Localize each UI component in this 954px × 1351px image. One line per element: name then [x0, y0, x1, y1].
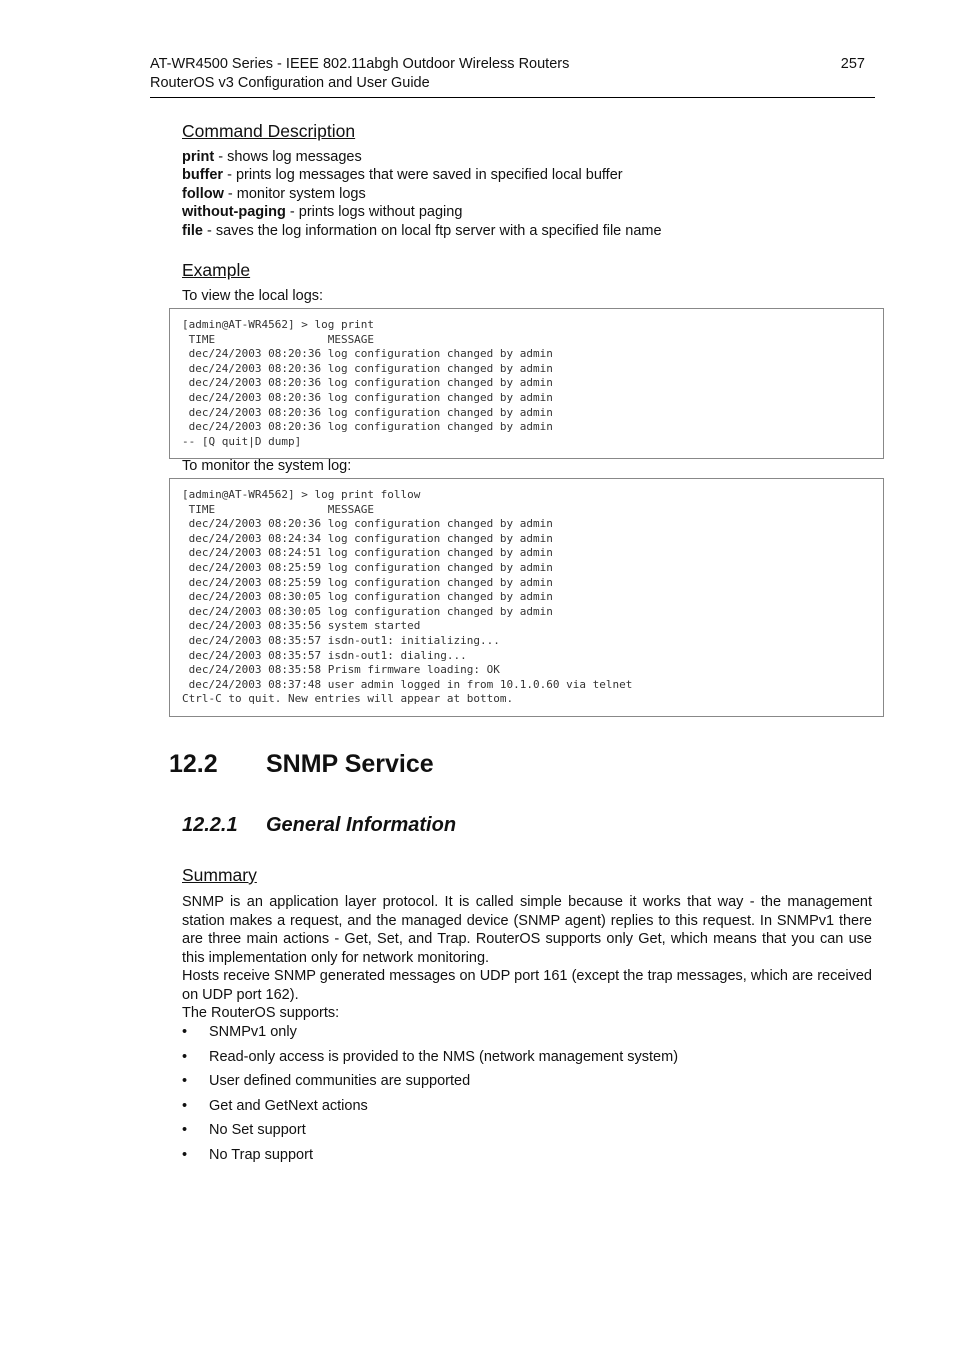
section-heading	[169, 750, 434, 779]
example-intro-local: To view the local logs:	[182, 288, 324, 304]
bullet-icon: •	[182, 1024, 188, 1040]
list-item	[182, 1146, 678, 1171]
command-name: print	[182, 149, 215, 165]
list-item-text: User defined communities are supported	[209, 1073, 471, 1089]
supports-list	[182, 1023, 678, 1170]
command-name: file	[182, 223, 203, 239]
list-item-text: Read-only access is provided to the NMS (network management system)	[209, 1048, 679, 1065]
bullet-icon: •	[182, 1146, 188, 1163]
bullet-icon: •	[182, 1048, 188, 1065]
list-item	[182, 1097, 678, 1122]
list-item-text: No Trap support	[209, 1146, 313, 1163]
bullet-icon: •	[182, 1073, 188, 1089]
command-description-heading: Command Description	[182, 121, 356, 141]
list-item	[182, 1023, 678, 1048]
command-item	[182, 167, 623, 183]
summary-paragraph: The RouterOS supports:	[182, 1005, 340, 1021]
command-item	[182, 149, 362, 165]
command-desc: - monitor system logs	[223, 186, 366, 202]
command-item	[182, 204, 462, 220]
command-desc: - prints log messages that were saved in specified local buffer	[223, 167, 623, 183]
section-title: SNMP Service	[266, 750, 434, 778]
header-title-line2: RouterOS v3 Configuration and User Guide	[150, 75, 430, 91]
list-item	[182, 1072, 678, 1097]
code-block-log-follow: [admin@AT-WR4562] > log print follow TIME MESSAGE dec/24/2003 08:20:36 log configuration changed by admin dec/24/2003 08:24:34 log configuration changed by admin dec/24/2003 08:24:51 log configuration changed by admin dec/24/2003 08:25:59 log configuration changed by admin dec/24/2003 08:25:59 log configuration changed by admin dec/24/2003 08:30:05 log configuration changed by admin dec/24/2003 08:30:05 log configuration changed by admin dec/24/2003 08:35:56 system started dec/24/2003 08:35:57 isdn-out1: initializing... dec/24/2003 08:35:57 isdn-out1: dialing... dec/24/2003 08:35:58 Prism firmware loading: OK dec/24/2003 08:37:48 user admin logged in from 10.1.0.60 via telnet Ctrl-C to quit. New entries will appear at bottom.	[169, 478, 884, 717]
example-intro-monitor: To monitor the system log:	[182, 458, 352, 474]
command-name: buffer	[182, 167, 224, 183]
summary-heading: Summary	[182, 865, 257, 885]
page-number: 257	[840, 56, 865, 72]
header-title-line1: AT-WR4500 Series - IEEE 802.11abgh Outdoor Wireless Routers	[150, 56, 570, 72]
section-number: 12.2	[169, 750, 218, 778]
list-item-text: Get and GetNext actions	[209, 1097, 368, 1114]
list-item-text: No Set support	[209, 1122, 306, 1138]
code-block-log-print: [admin@AT-WR4562] > log print TIME MESSAGE dec/24/2003 08:20:36 log configuration changed by admin dec/24/2003 08:20:36 log configuration changed by admin dec/24/2003 08:20:36 log configuration changed by admin dec/24/2003 08:20:36 log configuration changed by admin dec/24/2003 08:20:36 log configuration changed by admin dec/24/2003 08:20:36 log configuration changed by admin -- [Q quit|D dump]	[169, 308, 884, 459]
summary-paragraph: Hosts receive SNMP generated messages on UDP port 161 (except the trap messages, which are received on UDP port 162).	[182, 968, 872, 1003]
command-desc: - prints logs without paging	[285, 204, 463, 220]
bullet-icon: •	[182, 1097, 188, 1114]
page-header	[150, 55, 875, 98]
command-name: without-paging	[182, 204, 286, 220]
list-item-text: SNMPv1 only	[209, 1024, 297, 1040]
command-name: follow	[182, 186, 224, 202]
command-desc: - shows log messages	[214, 149, 362, 165]
list-item	[182, 1121, 678, 1146]
summary-paragraph: SNMP is an application layer protocol. It is called simple because it works that way - the management station makes a request, and the managed device (SNMP agent) replies to this request. In SNMPv1 there are three main actions - Get, Set, and Trap. RouterOS supports only Get, which means that you can use this implementation only for network monitoring.	[182, 894, 872, 966]
command-desc: - saves the log information on local ftp server with a specified file name	[202, 223, 662, 239]
list-item	[182, 1048, 678, 1073]
subsection-heading	[182, 814, 456, 837]
subsection-title: General Information	[266, 814, 457, 836]
example-heading: Example	[182, 260, 251, 280]
bullet-icon: •	[182, 1122, 188, 1138]
command-item	[182, 186, 366, 202]
subsection-number: 12.2.1	[182, 814, 238, 836]
command-item	[182, 223, 662, 239]
